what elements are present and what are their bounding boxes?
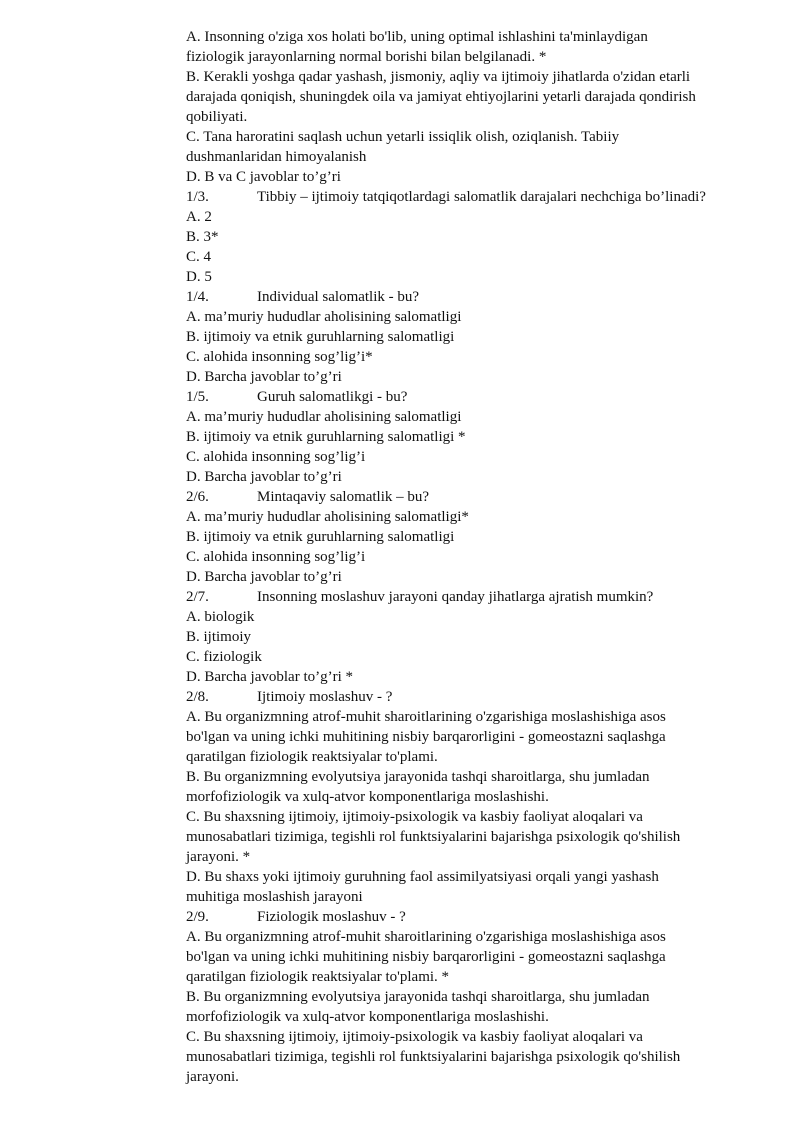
question-text: Tibbiy – ijtimoiy tatqiqotlardagi salomatlik darajalari nechchiga bo’linadi?: [257, 189, 706, 205]
answer-option-line: fiziologik jarayonlarning normal borishi bilan belgilanadi. *: [186, 49, 547, 65]
answer-option-line: darajada qoniqish, shuningdek oila va jamiyat ehtiyojlarini yetarli darajada qondirish: [186, 89, 696, 105]
answer-option-line: D. Barcha javoblar to’g’ri: [186, 569, 342, 585]
answer-option-line: A. biologik: [186, 609, 255, 625]
answer-option: [186, 607, 756, 627]
answer-option-line: munosabatlari tizimiga, tegishli rol funktsiyalarini bajarishga psixologik qo'shilish: [186, 829, 681, 845]
answer-option-line: D. Barcha javoblar to’g’ri: [186, 369, 342, 385]
answer-option: [186, 127, 756, 167]
answer-option-line: D. B va C javoblar to’g’ri: [186, 169, 341, 185]
answer-option-line: A. ma’muriy hududlar aholisining salomatligi: [186, 309, 462, 325]
answer-option-line: C. 4: [186, 249, 212, 265]
question-text: Guruh salomatlikgi - bu?: [257, 389, 408, 405]
answer-option-line: B. Bu organizmning evolyutsiya jarayonida tashqi sharoitlarga, shu jumladan: [186, 769, 650, 785]
question-number: 1/3.: [186, 189, 209, 205]
answer-option-line: bo'lgan va uning ichki muhitining nisbiy barqarorligini - gomeostazni saqlashga: [186, 729, 666, 745]
question-heading: [186, 687, 756, 707]
answer-option: [186, 1027, 756, 1087]
answer-option-line: B. ijtimoiy va etnik guruhlarning salomatligi: [186, 529, 455, 545]
answer-option-line: morfofiziologik va xulq-atvor komponentlariga moslashishi.: [186, 1009, 549, 1025]
answer-option-line: C. Bu shaxsning ijtimoiy, ijtimoiy-psixologik va kasbiy faoliyat aloqalari va: [186, 1029, 643, 1045]
answer-option: [186, 647, 756, 667]
answer-option: [186, 367, 756, 387]
answer-option: [186, 307, 756, 327]
question-heading: [186, 907, 756, 927]
answer-option-line: munosabatlari tizimiga, tegishli rol funktsiyalarini bajarishga psixologik qo'shilish: [186, 1049, 681, 1065]
question-text: Mintaqaviy salomatlik – bu?: [257, 489, 430, 505]
answer-option-line: A. ma’muriy hududlar aholisining salomatligi*: [186, 509, 469, 525]
answer-option-line: C. alohida insonning sog’lig’i: [186, 449, 366, 465]
answer-option: [186, 327, 756, 347]
answer-option-line: C. alohida insonning sog’lig’i*: [186, 349, 373, 365]
answer-option-line: A. Bu organizmning atrof-muhit sharoitlarining o'zgarishiga moslashishiga asos: [186, 929, 666, 945]
answer-option-line: A. 2: [186, 209, 212, 225]
document-page: [186, 27, 756, 1087]
question-text: Individual salomatlik - bu?: [257, 289, 420, 305]
question-number: 2/7.: [186, 589, 209, 605]
answer-option-line: jarayoni. *: [186, 849, 251, 865]
answer-option-line: qobiliyati.: [186, 109, 248, 125]
answer-option-line: B. Kerakli yoshga qadar yashash, jismoniy, aqliy va ijtimoiy jihatlarda o'zidan etarli: [186, 69, 691, 85]
answer-option-line: B. ijtimoiy va etnik guruhlarning salomatligi *: [186, 429, 466, 445]
answer-option-line: muhitiga moslashish jarayoni: [186, 889, 363, 905]
answer-option: [186, 427, 756, 447]
answer-option: [186, 627, 756, 647]
answer-option: [186, 987, 756, 1027]
answer-option-line: D. Barcha javoblar to’g’ri *: [186, 669, 354, 685]
answer-option-line: B. ijtimoiy: [186, 629, 252, 645]
answer-option: [186, 547, 756, 567]
answer-option: [186, 507, 756, 527]
question-heading: [186, 587, 756, 607]
question-text: Insonning moslashuv jarayoni qanday jihatlarga ajratish mumkin?: [257, 589, 654, 605]
answer-option: [186, 67, 756, 127]
question-number: 2/9.: [186, 909, 209, 925]
answer-option: [186, 467, 756, 487]
question-text: Ijtimoiy moslashuv - ?: [257, 689, 393, 705]
answer-option: [186, 567, 756, 587]
question-heading: [186, 287, 756, 307]
answer-option: [186, 867, 756, 907]
answer-option-line: A. ma’muriy hududlar aholisining salomatligi: [186, 409, 462, 425]
answer-option-line: D. Bu shaxs yoki ijtimoiy guruhning faol assimilyatsiyasi orqali yangi yashash: [186, 869, 659, 885]
answer-option-line: B. 3*: [186, 229, 219, 245]
answer-option-line: C. fiziologik: [186, 649, 262, 665]
question-heading: [186, 387, 756, 407]
answer-option-line: B. Bu organizmning evolyutsiya jarayonida tashqi sharoitlarga, shu jumladan: [186, 989, 650, 1005]
answer-option-line: B. ijtimoiy va etnik guruhlarning salomatligi: [186, 329, 455, 345]
answer-option-line: D. Barcha javoblar to’g’ri: [186, 469, 342, 485]
answer-option: [186, 207, 756, 227]
answer-option: [186, 27, 756, 67]
question-number: 2/6.: [186, 489, 209, 505]
answer-option-line: qaratilgan fiziologik reaktsiyalar to'plami.: [186, 749, 438, 765]
answer-option: [186, 167, 756, 187]
answer-option: [186, 767, 756, 807]
answer-option-line: morfofiziologik va xulq-atvor komponentlariga moslashishi.: [186, 789, 549, 805]
answer-option: [186, 247, 756, 267]
answer-option: [186, 527, 756, 547]
answer-option: [186, 927, 756, 987]
answer-option: [186, 707, 756, 767]
answer-option: [186, 267, 756, 287]
answer-option-line: C. Tana haroratini saqlash uchun yetarli issiqlik olish, oziqlanish. Tabiiy: [186, 129, 620, 145]
answer-option: [186, 407, 756, 427]
question-heading: [186, 487, 756, 507]
answer-option: [186, 667, 756, 687]
answer-option-line: jarayoni.: [186, 1069, 239, 1085]
answer-option-line: C. alohida insonning sog’lig’i: [186, 549, 366, 565]
question-heading: [186, 187, 756, 207]
question-text: Fiziologik moslashuv - ?: [257, 909, 406, 925]
answer-option-line: C. Bu shaxsning ijtimoiy, ijtimoiy-psixologik va kasbiy faoliyat aloqalari va: [186, 809, 643, 825]
answer-option: [186, 447, 756, 467]
answer-option-line: A. Insonning o'ziga xos holati bo'lib, uning optimal ishlashini ta'minlaydigan: [186, 29, 648, 45]
question-number: 1/4.: [186, 289, 209, 305]
answer-option: [186, 807, 756, 867]
question-number: 2/8.: [186, 689, 209, 705]
answer-option-line: qaratilgan fiziologik reaktsiyalar to'plami. *: [186, 969, 450, 985]
answer-option: [186, 227, 756, 247]
answer-option-line: dushmanlaridan himoyalanish: [186, 149, 367, 165]
answer-option-line: A. Bu organizmning atrof-muhit sharoitlarining o'zgarishiga moslashishiga asos: [186, 709, 666, 725]
answer-option-line: bo'lgan va uning ichki muhitining nisbiy barqarorligini - gomeostazni saqlashga: [186, 949, 666, 965]
question-number: 1/5.: [186, 389, 209, 405]
answer-option: [186, 347, 756, 367]
answer-option-line: D. 5: [186, 269, 212, 285]
